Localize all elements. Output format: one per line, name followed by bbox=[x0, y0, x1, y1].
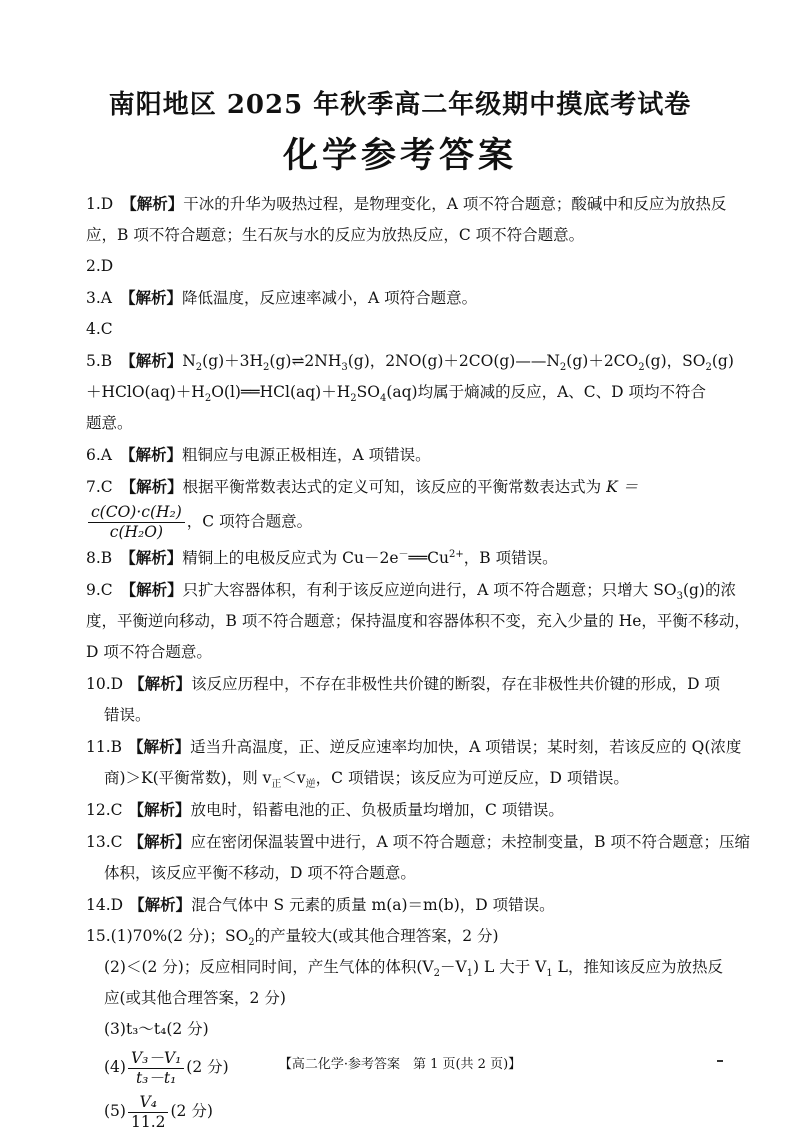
answer-item-14 bbox=[86, 889, 750, 921]
answer-text: 干冰的升华为吸热过程，是物理变化，A 项不符合题意；酸碱中和反应为放热反 bbox=[183, 195, 727, 213]
answer-item-15 bbox=[86, 921, 750, 1133]
answer-text: 粗铜应与电源正极相连，A 项错误。 bbox=[182, 446, 431, 464]
answer-number: 3.A bbox=[86, 289, 112, 307]
equilibrium-fraction bbox=[88, 503, 185, 542]
page-footer: 【高二化学·参考答案 第 1 页(共 2 页)】 bbox=[278, 1057, 522, 1072]
answer-item-10 bbox=[86, 668, 750, 731]
fraction-numerator: c(CO)·c(H₂) bbox=[88, 503, 185, 523]
answer-key-title: 化学参考答案 bbox=[282, 135, 517, 176]
answer-item-5 bbox=[86, 345, 750, 439]
fraction-line bbox=[86, 503, 750, 542]
answer-number: 1.D bbox=[86, 195, 114, 213]
analysis-tag: 【解析】 bbox=[128, 800, 191, 819]
analysis-tag: 【解析】 bbox=[120, 580, 183, 599]
answer-item-3 bbox=[86, 282, 750, 314]
sub-answer-1: (1)70%(2 分)；$SO_2$的产量较大(或其他合理答案，2 分) bbox=[110, 927, 499, 949]
answer-number: 13.C bbox=[86, 833, 123, 851]
answer-text: 放电时，铅蓄电池的正、负极质量均增加，C 项错误。 bbox=[190, 801, 564, 819]
analysis-tag: 【解析】 bbox=[129, 674, 192, 693]
analysis-tag: 【解析】 bbox=[120, 548, 183, 567]
answer-item-12 bbox=[86, 794, 750, 826]
answer-text-continued: 错误。 bbox=[104, 706, 151, 724]
sub-answer-2: (2)＜(2 分)；反应相同时间，产生气体的体积$(V_2-V_1)$ L 大于 $V_1$ L，推知该反应为放热反 bbox=[104, 958, 723, 980]
answer-text: 降低温度，反应速率减小，A 项符合题意。 bbox=[182, 289, 478, 307]
answer-number: 10.D bbox=[86, 675, 124, 693]
analysis-tag: 【解析】 bbox=[119, 445, 182, 464]
answer-text-continued: 题意。 bbox=[86, 414, 133, 432]
sub-answer-2-continued: 应(或其他合理答案，2 分) bbox=[104, 989, 286, 1007]
answer-body bbox=[86, 188, 750, 1133]
answer-number: 8.B bbox=[86, 549, 113, 567]
answer-item-8 bbox=[86, 542, 750, 574]
analysis-tag: 【解析】 bbox=[129, 895, 192, 914]
answer-number: 14.D bbox=[86, 896, 124, 914]
answer-number: 11.B bbox=[86, 738, 123, 756]
answer-text-continued: 度，平衡逆向移动，B 项不符合题意；保持温度和容器体积不变，充入少量的 He，平衡不移动， bbox=[86, 612, 750, 630]
answer-item-9 bbox=[86, 574, 750, 668]
answer-text-continued: ，C 项符合题意。 bbox=[186, 512, 313, 531]
analysis-tag: 【解析】 bbox=[120, 351, 183, 370]
analysis-tag: 【解析】 bbox=[128, 737, 191, 756]
fraction-denominator: c(H₂O) bbox=[109, 523, 163, 541]
sub-answer-4: (4) $\frac{\text{V₃－V₁}}{\text{t₃－t₁}}$ (2 分) bbox=[104, 1048, 229, 1087]
page-mark bbox=[717, 1060, 723, 1062]
answer-text-continued: D 项不符合题意。 bbox=[86, 643, 212, 661]
analysis-tag: 【解析】 bbox=[119, 288, 182, 307]
answer-text-continued: 应，B 项不符合题意；生石灰与水的反应为放热反应，C 项不符合题意。 bbox=[86, 226, 585, 244]
answer-text: 适当升高温度，正、逆反应速率均加快，A 项错误；某时刻，若该反应的 Q(浓度 bbox=[190, 738, 742, 756]
moles-fraction: $\frac{\text{V₄}}{11.2}$ bbox=[128, 1093, 169, 1132]
analysis-tag: 【解析】 bbox=[128, 832, 191, 851]
answer-number: 6.A bbox=[86, 446, 112, 464]
answer-text: 只扩大容器体积，有利于该反应逆向进行，A 项不符合题意；只增大 $SO_3(g)$的浓 bbox=[182, 581, 736, 603]
answer-item-6 bbox=[86, 439, 750, 471]
sub-answer-5: (5) $\frac{\text{V₄}}{11.2}$ (2 分) bbox=[104, 1092, 213, 1131]
analysis-tag: 【解析】 bbox=[121, 194, 184, 213]
answer-item-1 bbox=[86, 188, 750, 251]
answer-text-continued: 商)＞K(平衡常数)，则 $v_正<v_逆$，C 项错误；该反应为可逆反应，D 项错误。 bbox=[104, 769, 629, 791]
answer-item-11 bbox=[86, 731, 750, 794]
answer-item-7 bbox=[86, 471, 750, 542]
answer-number: 9.C bbox=[86, 581, 113, 599]
answer-number: 15. bbox=[86, 927, 111, 945]
equilibrium-constant-symbol: K ＝ bbox=[606, 478, 639, 496]
answer-number: 7.C bbox=[86, 478, 113, 496]
answer-number: 12.C bbox=[86, 801, 123, 819]
equation-text-continued: $+HClO(aq)+H_2O(l)══HCl(aq)+H_2SO_4(aq)$均属于熵减的反应，A、C、D 项均不符合 bbox=[86, 383, 706, 405]
rate-fraction: $\frac{\text{V₃－V₁}}{\text{t₃－t₁}}$ bbox=[128, 1049, 184, 1088]
answer-text: 根据平衡常数表达式的定义可知，该反应的平衡常数表达式为 bbox=[182, 478, 602, 496]
answer-text: 该反应历程中，不存在非极性共价键的断裂，存在非极性共价键的形成，D 项 bbox=[191, 675, 720, 693]
answer-text: 混合气体中 S 元素的质量 m(a)＝m(b)，D 项错误。 bbox=[191, 896, 555, 914]
answer-text: 精铜上的电极反应式为 $Cu-2e^-══Cu^{2+}$，B 项错误。 bbox=[182, 548, 558, 567]
answer-item-13 bbox=[86, 826, 750, 889]
sub-answer-3: (3)t₃～t₄(2 分) bbox=[104, 1020, 209, 1038]
answer-number: 2.D bbox=[86, 257, 114, 275]
answer-text-continued: 体积，该反应平衡不移动，D 项不符合题意。 bbox=[104, 864, 416, 882]
analysis-tag: 【解析】 bbox=[120, 477, 183, 496]
exam-title: 南阳地区 2025 年秋季高二年级期中摸底考试卷 bbox=[108, 90, 692, 120]
answer-number: 5.B bbox=[86, 352, 113, 370]
answer-number: 4.C bbox=[86, 320, 113, 338]
answer-item-2 bbox=[86, 251, 750, 282]
answer-text: 应在密闭保温装置中进行，A 项不符合题意；未控制变量，B 项不符合题意；压缩 bbox=[190, 833, 750, 851]
answer-item-4 bbox=[86, 314, 750, 345]
equation-text: $N_2(g)+3H_2(g)\rightleftharpoons 2NH_3(g)$，$2NO(g)+2CO(g)——N_2(g)+2CO_2(g)$，$SO_2(g)$ bbox=[182, 352, 734, 374]
